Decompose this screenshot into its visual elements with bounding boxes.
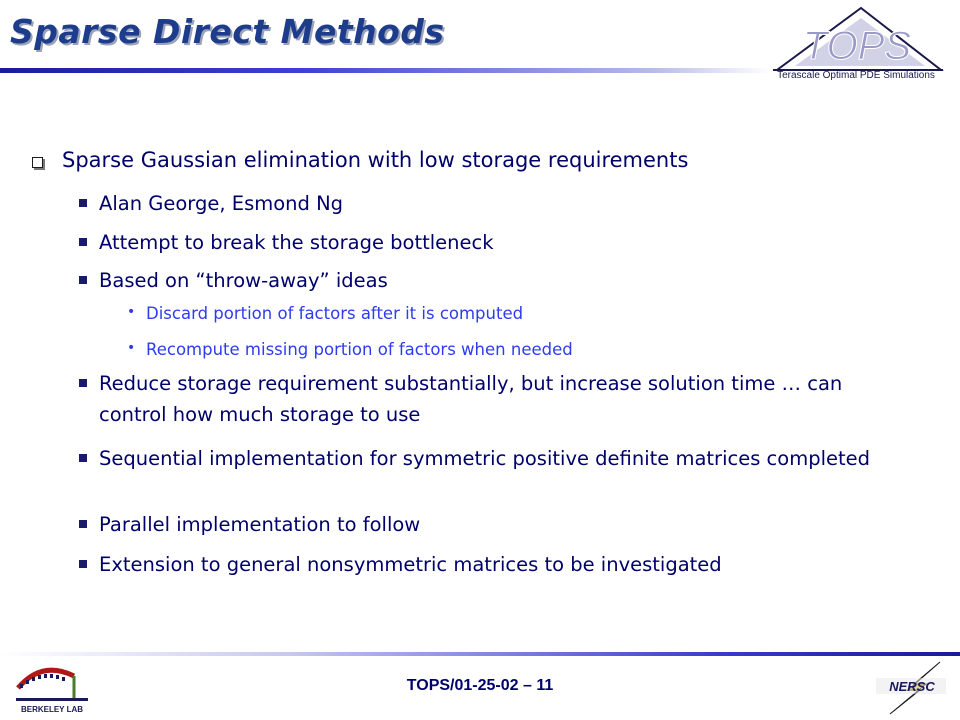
filled-square-bullet-icon (79, 560, 87, 568)
filled-square-bullet-icon (79, 276, 87, 284)
dot-bullet-icon: • (127, 304, 136, 320)
nersc-text: NERSC (889, 679, 935, 694)
filled-square-bullet-icon (79, 379, 87, 387)
main-bullet: Sparse Gaussian elimination with low storage requirements (62, 148, 689, 172)
filled-square-bullet-icon (79, 520, 87, 528)
list-item: Based on “throw-away” ideas (99, 269, 388, 292)
list-item: Sequential implementation for symmetric positive definite matrices completed (99, 447, 871, 470)
list-item: Alan George, Esmond Ng (99, 192, 344, 215)
hollow-square-bullet-icon (32, 157, 43, 168)
tops-logo-subtitle: Terascale Optimal PDE Simulations (777, 70, 935, 81)
dot-bullet-icon: • (127, 340, 136, 356)
slide-title: Sparse Direct Methods (10, 12, 445, 51)
slide-footer: TOPS/01-25-02 – 11 (406, 677, 554, 694)
berkeley-lab-text: BERKELEY LAB (20, 705, 84, 714)
filled-square-bullet-icon (79, 199, 87, 207)
sub-list-item: Discard portion of factors after it is computed (146, 304, 524, 323)
footer-rule (0, 652, 960, 656)
tops-logo-text: TOPS (802, 24, 912, 68)
berkeley-lab-logo (12, 658, 94, 716)
filled-square-bullet-icon (79, 454, 87, 462)
list-item: Extension to general nonsymmetric matrices to be investigated (99, 553, 722, 576)
list-item: Reduce storage requirement substantially, but increase solution time … can control how much storage to use (99, 372, 843, 426)
filled-square-bullet-icon (79, 238, 87, 246)
list-item: Attempt to break the storage bottleneck (99, 231, 494, 254)
list-item: Parallel implementation to follow (99, 513, 421, 536)
sub-list-item: Recompute missing portion of factors when needed (146, 340, 573, 359)
nersc-logo (870, 660, 952, 716)
title-underline (0, 68, 770, 73)
